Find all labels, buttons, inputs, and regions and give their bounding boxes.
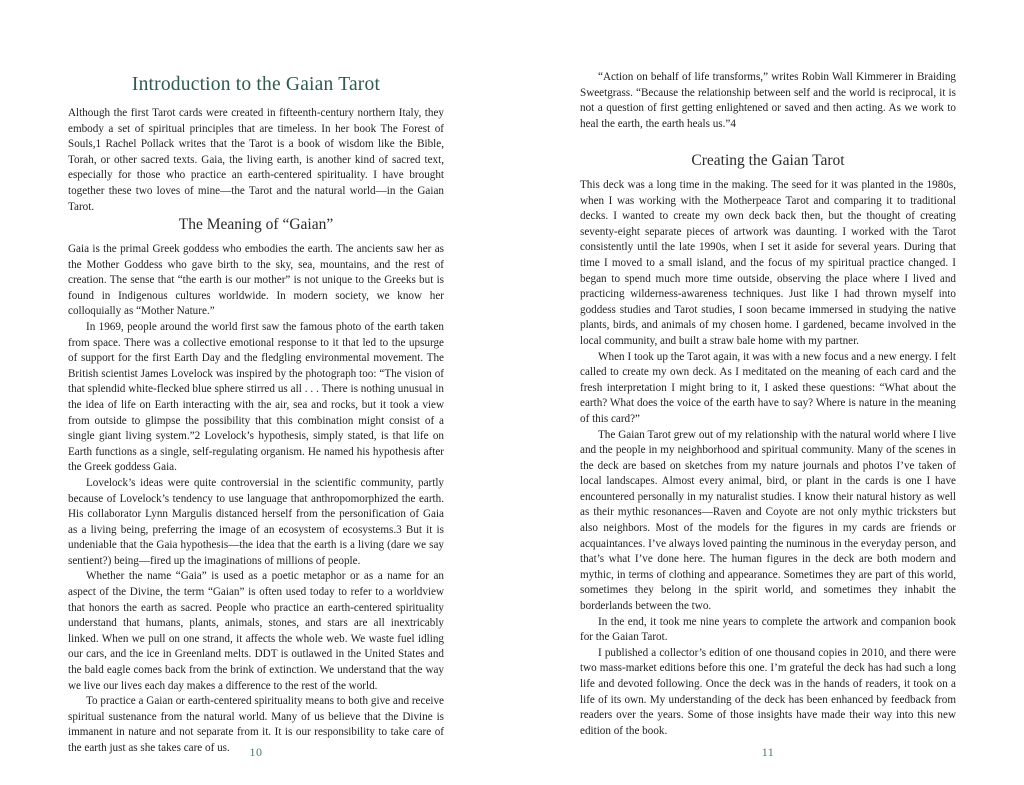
body-paragraph: Lovelock’s ideas were quite controversial in the scientific community, partly because of Lovelock’s tendency to use language that anthropomorphized the earth. His collaborator Lynn Margulis distanced herself from the personification of Gaia as a living being, preferring the image of an ecosystem of ecosystems.3 But it is undeniable that the Gaia hypothesis—the idea that the earth is a living (dare we say sentient?) being—fired up the imaginations of millions of people. <box>68 476 444 567</box>
left-section-heading-block <box>68 216 444 234</box>
body-paragraph: When I took up the Tarot again, it was with a new focus and a new energy. I felt called to create my own deck. As I meditated on the meaning of each card and the fresh interpretation I might bring to it, I asked these questions: “What about the earth? What does the voice of the earth have to say? Where is nature in the meaning of this card?” <box>580 350 956 425</box>
right-body <box>580 178 956 739</box>
left-body <box>68 242 444 757</box>
body-paragraph: This deck was a long time in the making. The seed for it was planted in the 1980s, when I was working with the Motherpeace Tarot and comparing it to traditional decks. I wanted to create my own deck back then, but the thought of creating seventy-eight separate pieces of artwork was daunting. I worked with the Tarot consistently until the late 1990s, when I set it aside for several years. During that time I moved to a small island, and the focus of my spiritual practice changed. I began to spend much more time outside, observing the place where I lived and practicing wilderness-awareness techniques. Just like I had thrown myself into goddess studies and Tarot studies, I soon became immersed in studying the native plants, birds, and animals of my chosen home. I gardened, became involved in the local community, and built a straw bale home with my partner. <box>580 179 956 347</box>
right-quote-block <box>580 70 956 132</box>
quote-paragraph: “Action on behalf of life transforms,” writes Robin Wall Kimmerer in Braiding Sweetgrass. “Because the relationship between self and the world is reciprocal, it is not a question of first getting enlightened or saved and then acting. As we work to heal the earth, the earth heals us.”4 <box>580 71 956 130</box>
body-paragraph: To practice a Gaian or earth-centered spirituality means to both give and receive spiritual sustenance from the natural world. Many of us believe that the Divine is immanent in nature and not separate from it. It is our responsibility to take care of the earth just as she takes care of us. <box>68 695 444 754</box>
page-number: 11 <box>761 745 775 759</box>
page-number: 10 <box>249 745 263 759</box>
body-paragraph: In the end, it took me nine years to complete the artwork and companion book for the Gaian Tarot. <box>580 615 956 644</box>
section-heading-meaning-of-gaian: The Meaning of “Gaian” <box>178 216 334 233</box>
body-paragraph: Gaia is the primal Greek goddess who embodies the earth. The ancients saw her as the Mother Goddess who gave birth to the sky, sea, mountains, and the rest of creation. The sense that “the earth is our mother” is not unique to the Greeks but is found in Indigenous cultures worldwide. In modern society, we know her colloquially as “Mother Nature.” <box>68 243 444 318</box>
right-page <box>512 0 1024 785</box>
left-intro-block <box>68 106 444 215</box>
body-paragraph: I published a collector’s edition of one thousand copies in 2010, and there were two mass-market editions before this one. I’m grateful the deck has had such a long life and devoted following. Once the deck was in the hands of readers, it took on a life of its own. My understanding of the deck has been enhanced by feedback from readers over the years. Some of those insights have made their way into this new edition of the book. <box>580 646 956 737</box>
body-paragraph: In 1969, people around the world first saw the famous photo of the earth taken from space. There was a collective emotional response to it that led to the upsurge of support for the first Earth Day and the fledgling environmental movement. The British scientist James Lovelock was inspired by the photograph too: “The vision of that splendid white-flecked blue sphere stirred us all . . . There is nothing unusual in the idea of life on Earth interacting with the air, sea and rocks, but it took a view from outside to glimpse the possibility that this combination might consist of a single giant living system.”2 Lovelock’s hypothesis, simply stated, is that life on Earth functions as a single, self-regulating organism. He named his hypothesis after the Greek goddess Gaia. <box>68 320 444 474</box>
body-paragraph: The Gaian Tarot grew out of my relationship with the natural world where I live and the people in my neighborhood and spiritual community. Many of the scenes in the deck are based on sketches from my nature journals and photos I’ve taken of local landscapes. Almost every animal, bird, or plant in the cards is one I have encountered personally in my naturalist studies. I know their natural history as well as their mythic resonances—Raven and Coyote are not only mythic tricksters but also neighbors. Most of the models for the figures in my cards are friends or acquaintances. I’ve always loved painting the numinous in the everyday person, and that’s what I’ve done here. The human figures in the deck are both modern and mythic, in terms of clothing and appearance. Sometimes they are part of this world, sometimes they belong in the spirit world, and sometimes they inhabit the borderlands between the two. <box>580 428 956 613</box>
section-heading-creating-gaian-tarot: Creating the Gaian Tarot <box>691 152 845 169</box>
body-paragraph: Whether the name “Gaia” is used as a poetic metaphor or as a name for an aspect of the Divine, the term “Gaian” is often used today to refer to a worldview that honors the earth as sacred. People who practice an earth-centered spirituality understand that humans, plants, animals, stones, and stars are all inextricably linked. When we pull on one strand, it affects the whole web. We waste fuel idling our cars, and the ice in Greenland melts. DDT is outlawed in the United States and the bald eagle comes back from the brink of extinction. We understand that the way we live our lives each day makes a difference to the rest of the world. <box>68 570 444 692</box>
left-title-block <box>68 74 444 96</box>
intro-paragraph: Although the first Tarot cards were created in fifteenth-century northern Italy, they embody a set of spiritual principles that are timeless. In her book The Forest of Souls,1 Rachel Pollack writes that the Tarot is a book of wisdom like the Bible, Torah, or other sacred texts. Gaia, the living earth, is another kind of sacred text, especially for those who practice an earth-centered spirituality. I have brought together these two loves of mine—the Tarot and the natural world—in the Gaian Tarot. <box>68 107 444 213</box>
right-section-heading-block <box>580 152 956 170</box>
chapter-title: Introduction to the Gaian Tarot <box>131 74 381 95</box>
